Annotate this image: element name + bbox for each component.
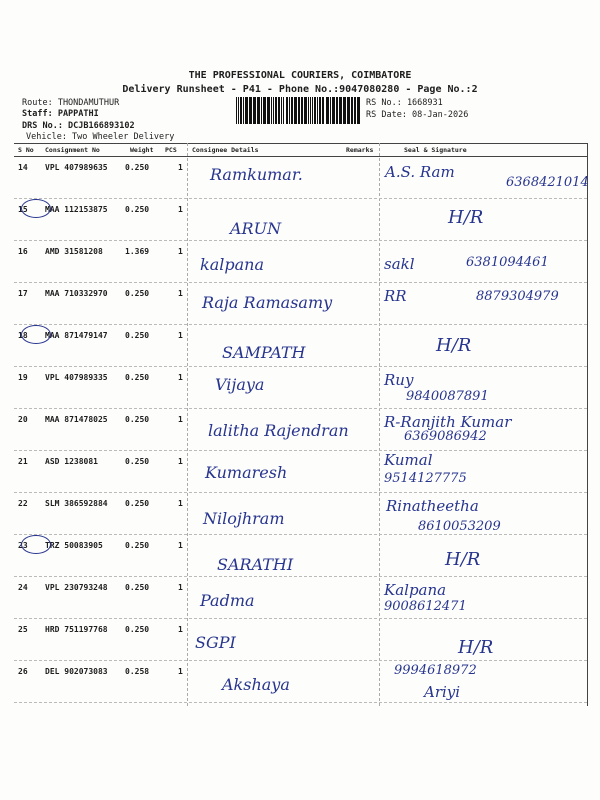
serial-number: 16 bbox=[18, 247, 28, 256]
weight-value: 0.250 bbox=[125, 415, 150, 424]
weight-value: 0.250 bbox=[125, 205, 150, 214]
receiver-signature: H/R bbox=[458, 637, 494, 658]
serial-circle-mark bbox=[21, 535, 51, 554]
consignee-handwritten-name: Kumaresh bbox=[205, 463, 288, 482]
pieces-count: 1 bbox=[178, 247, 183, 256]
consignee-handwritten-name: SARATHI bbox=[217, 555, 294, 574]
table-right-border bbox=[587, 143, 588, 706]
serial-number: 19 bbox=[18, 373, 28, 382]
table-row bbox=[14, 577, 587, 619]
pieces-count: 1 bbox=[178, 205, 183, 214]
consignment-number: MAA 710332970 bbox=[45, 289, 108, 298]
consignee-handwritten-name: SGPI bbox=[195, 633, 236, 652]
table-row bbox=[14, 535, 587, 577]
consignment-number: ASD 1238081 bbox=[45, 457, 98, 466]
consignee-handwritten-name: lalitha Rajendran bbox=[208, 421, 349, 440]
col-sno-header: S No bbox=[18, 146, 34, 154]
col-pcs-header: PCS bbox=[165, 146, 177, 154]
serial-number: 18 bbox=[18, 331, 28, 340]
consignment-number: HRD 751197768 bbox=[45, 625, 108, 634]
receiver-signature: R-Ranjith Kumar bbox=[384, 413, 512, 431]
weight-value: 1.369 bbox=[125, 247, 150, 256]
serial-number: 21 bbox=[18, 457, 28, 466]
row-divider bbox=[14, 702, 587, 703]
receiver-signature: sakl bbox=[384, 255, 415, 273]
consignee-handwritten-name: Vijaya bbox=[215, 375, 265, 394]
runsheet-subtitle: Delivery Runsheet - P41 - Phone No.:9047080280 - Page No.:2 bbox=[122, 84, 478, 95]
table-row bbox=[14, 661, 587, 703]
table-row bbox=[14, 199, 587, 241]
pieces-count: 1 bbox=[178, 289, 183, 298]
consignment-number: MAA 112153875 bbox=[45, 205, 108, 214]
consignment-number: SLM 386592884 bbox=[45, 499, 108, 508]
serial-number: 14 bbox=[18, 163, 28, 172]
vehicle-label: Vehicle: Two Wheeler Delivery bbox=[26, 132, 175, 142]
receiver-phone-number: 6369086942 bbox=[404, 429, 487, 444]
route-label: Route: THONDAMUTHUR bbox=[22, 98, 120, 108]
receiver-signature: H/R bbox=[448, 207, 484, 228]
consignment-number: VPL 407989635 bbox=[45, 163, 108, 172]
table-row bbox=[14, 283, 587, 325]
consignment-number: AMD 31581208 bbox=[45, 247, 103, 256]
receiver-signature: RR bbox=[384, 287, 407, 305]
consignment-number: VPL 230793248 bbox=[45, 583, 108, 592]
table-top-rule bbox=[14, 143, 587, 144]
weight-value: 0.250 bbox=[125, 373, 150, 382]
consignment-number: MAA 871479147 bbox=[45, 331, 108, 340]
staff-label: Staff: PAPPATHI bbox=[22, 109, 99, 119]
table-row bbox=[14, 325, 587, 367]
serial-number: 23 bbox=[18, 541, 28, 550]
consignee-handwritten-name: Raja Ramasamy bbox=[202, 293, 333, 312]
pieces-count: 1 bbox=[178, 667, 183, 676]
consignment-number: VPL 407989335 bbox=[45, 373, 108, 382]
receiver-signature: Ariyi bbox=[424, 683, 461, 701]
weight-value: 0.250 bbox=[125, 163, 150, 172]
receiver-signature: H/R bbox=[436, 335, 472, 356]
col-consignment-header: Consignment No bbox=[45, 146, 100, 154]
receiver-signature: Kalpana bbox=[384, 581, 447, 599]
receiver-phone-number: 9994618972 bbox=[394, 663, 477, 678]
company-title: THE PROFESSIONAL COURIERS, COIMBATORE bbox=[188, 70, 412, 81]
weight-value: 0.250 bbox=[125, 625, 150, 634]
serial-number: 26 bbox=[18, 667, 28, 676]
receiver-signature: A.S. Ram bbox=[385, 163, 455, 181]
serial-circle-mark bbox=[21, 199, 51, 218]
serial-number: 25 bbox=[18, 625, 28, 634]
col-details-header: Consignee Details bbox=[192, 146, 259, 154]
rs-number: RS No.: 1668931 bbox=[366, 98, 443, 108]
col-remarks-header: Remarks bbox=[346, 146, 374, 154]
consignment-number: TRZ 50083905 bbox=[45, 541, 103, 550]
table-row bbox=[14, 157, 587, 199]
table-row bbox=[14, 367, 587, 409]
serial-number: 17 bbox=[18, 289, 28, 298]
drs-number: DRS No.: DCJB166893102 bbox=[22, 121, 135, 131]
serial-number: 22 bbox=[18, 499, 28, 508]
receiver-phone-number: 6368421014 bbox=[506, 175, 589, 190]
consignee-handwritten-name: Nilojhram bbox=[203, 509, 285, 528]
serial-circle-mark bbox=[21, 325, 51, 344]
serial-number: 24 bbox=[18, 583, 28, 592]
pieces-count: 1 bbox=[178, 373, 183, 382]
weight-value: 0.250 bbox=[125, 331, 150, 340]
pieces-count: 1 bbox=[178, 583, 183, 592]
pieces-count: 1 bbox=[178, 499, 183, 508]
table-row bbox=[14, 451, 587, 493]
receiver-phone-number: 9840087891 bbox=[406, 389, 489, 404]
consignee-handwritten-name: Akshaya bbox=[222, 675, 290, 694]
consignee-handwritten-name: Padma bbox=[200, 591, 255, 610]
barcode-image bbox=[236, 97, 361, 124]
consignee-handwritten-name: SAMPATH bbox=[222, 343, 306, 362]
col-seal-header: Seal & Signature bbox=[404, 146, 467, 154]
consignee-handwritten-name: ARUN bbox=[230, 219, 282, 238]
weight-value: 0.258 bbox=[125, 667, 150, 676]
pieces-count: 1 bbox=[178, 331, 183, 340]
weight-value: 0.250 bbox=[125, 499, 150, 508]
table-row bbox=[14, 241, 587, 283]
receiver-phone-number: 8610053209 bbox=[418, 519, 501, 534]
table-row bbox=[14, 619, 587, 661]
pieces-count: 1 bbox=[178, 625, 183, 634]
weight-value: 0.250 bbox=[125, 457, 150, 466]
col-weight-header: Weight bbox=[130, 146, 154, 154]
receiver-signature: Rinatheetha bbox=[386, 497, 479, 515]
receiver-phone-number: 6381094461 bbox=[466, 255, 549, 270]
weight-value: 0.250 bbox=[125, 583, 150, 592]
consignment-number: MAA 871478025 bbox=[45, 415, 108, 424]
pieces-count: 1 bbox=[178, 163, 183, 172]
receiver-phone-number: 9514127775 bbox=[384, 471, 467, 486]
serial-number: 20 bbox=[18, 415, 28, 424]
pieces-count: 1 bbox=[178, 541, 183, 550]
receiver-signature: H/R bbox=[445, 549, 481, 570]
consignee-handwritten-name: Ramkumar. bbox=[210, 165, 303, 184]
weight-value: 0.250 bbox=[125, 541, 150, 550]
table-row bbox=[14, 409, 587, 451]
receiver-phone-number: 9008612471 bbox=[384, 599, 467, 614]
rs-date: RS Date: 08-Jan-2026 bbox=[366, 110, 469, 120]
serial-number: 15 bbox=[18, 205, 28, 214]
consignee-handwritten-name: kalpana bbox=[200, 255, 264, 274]
receiver-signature: Ruy bbox=[384, 371, 414, 389]
pieces-count: 1 bbox=[178, 457, 183, 466]
weight-value: 0.250 bbox=[125, 289, 150, 298]
receiver-phone-number: 8879304979 bbox=[476, 289, 559, 304]
pieces-count: 1 bbox=[178, 415, 183, 424]
consignment-number: DEL 902073083 bbox=[45, 667, 108, 676]
receiver-signature: Kumal bbox=[384, 451, 433, 469]
table-row bbox=[14, 493, 587, 535]
